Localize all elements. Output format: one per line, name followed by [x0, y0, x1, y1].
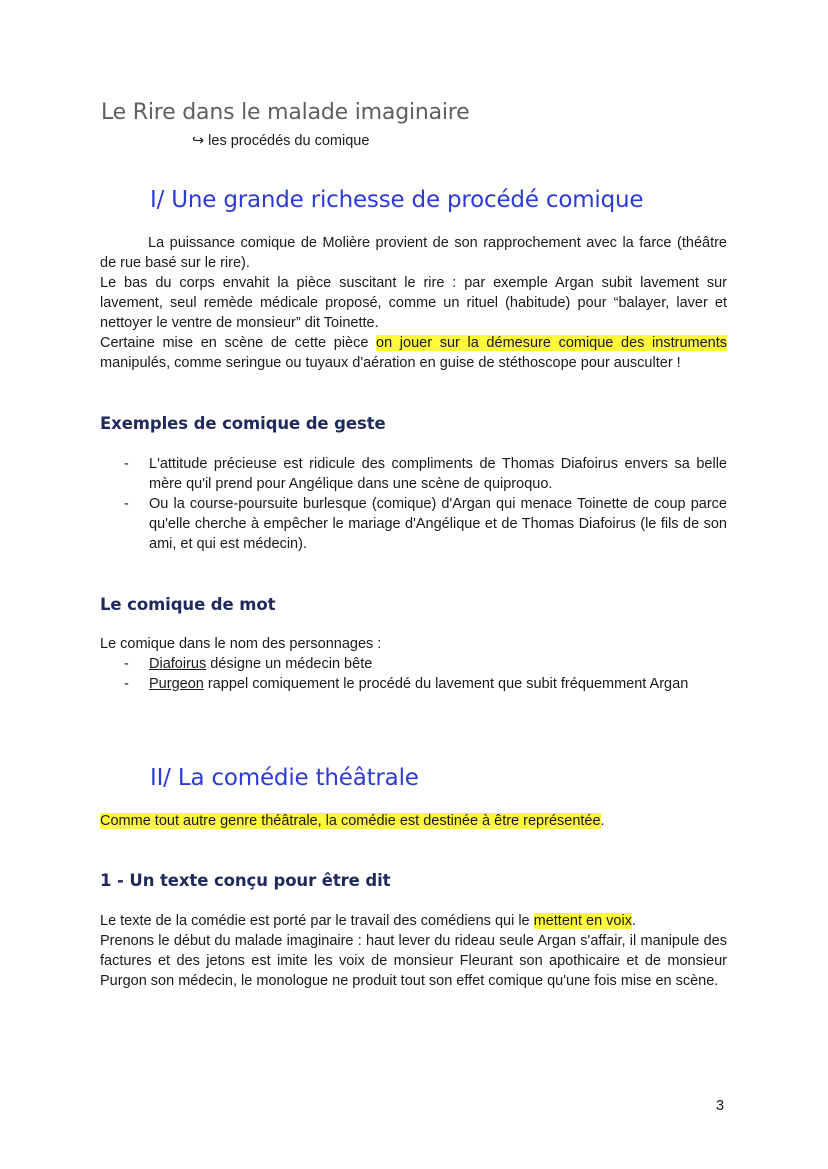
list-item: - L'attitude précieuse est ridicule des compliments de Thomas Diafoirus envers sa belle mère qu'il prend pour Angélique dans une scène de quiproquo. — [100, 454, 727, 494]
geste-heading: Exemples de comique de geste — [100, 414, 386, 433]
section1-paragraph-2: Le bas du corps envahit la pièce suscitant le rire : par exemple Argan subit lavement sur lavement, seul remède médicale proposé, comme un rituel (habitude) pour “balayer, laver et nettoyer le ventre de monsieur” dit Toinette. — [100, 275, 727, 331]
paragraph-3-text-end: manipulés, comme seringue ou tuyaux d'aération en guise de stéthoscope pour ausculter ! — [100, 355, 681, 371]
list-item: - Ou la course-poursuite burlesque (comique) d'Argan qui menace Toinette de coup parce qu'elle cherche à empêcher le mariage d'Angélique et de Thomas Diafoirus (le fils de son ami, et qui est médecin). — [100, 494, 727, 554]
highlighted-text: mettent en voix — [533, 913, 632, 929]
highlighted-text: on jouer sur la démesure comique des instruments — [376, 335, 727, 351]
highlighted-text: Comme tout autre genre théâtrale, la comédie est destinée à être représentée — [100, 813, 601, 829]
mot-intro: Le comique dans le nom des personnages : — [100, 636, 382, 652]
section2-intro — [100, 811, 727, 831]
section1-paragraph-1: La puissance comique de Molière provient de son rapprochement avec la farce (théâtre de rue basé sur le rire). — [100, 235, 727, 271]
mot-body — [100, 634, 727, 694]
document-subtitle: ↪ les procédés du comique — [192, 133, 370, 149]
paragraph-text: Le texte de la comédie est porté par le travail des comédiens qui le — [100, 913, 534, 929]
character-name-purgeon: Purgeon — [149, 676, 204, 692]
section1-paragraph-3 — [100, 333, 727, 373]
section2-intro-text — [100, 811, 727, 831]
subsection1-body — [100, 911, 727, 991]
paragraph-3-text: Certaine mise en scène de cette pièce — [100, 335, 377, 351]
character-name-diafoirus: Diafoirus — [149, 656, 207, 672]
geste-list-container — [100, 454, 727, 554]
mot-heading: Le comique de mot — [100, 595, 276, 614]
list-item-text: rappel comiquement le procédé du lavement que subit fréquemment Argan — [203, 676, 689, 692]
section1-heading: I/ Une grande richesse de procédé comique — [150, 187, 644, 213]
section2-heading: II/ La comédie théâtrale — [150, 765, 419, 791]
subsection1-heading: 1 - Un texte conçu pour être dit — [100, 871, 391, 890]
intro-period: . — [600, 813, 605, 829]
paragraph-text-end: . — [631, 913, 636, 929]
list-item — [100, 674, 727, 694]
mot-list — [100, 654, 727, 694]
subsection1-paragraph-2: Prenons le début du malade imaginaire : haut lever du rideau seule Argan s'affair, il manipule des factures et des jetons est imite les voix de monsieur Fleurant son apothicaire et de monsieur Purgon son médecin, le monologue ne produit tout son effet comique qu'une fois mise en scène. — [100, 933, 727, 989]
subsection1-paragraph-1 — [100, 911, 727, 931]
list-item-text: désigne un médecin bête — [206, 656, 373, 672]
document-title: Le Rire dans le malade imaginaire — [101, 100, 470, 125]
list-item — [100, 654, 727, 674]
geste-list — [100, 454, 727, 554]
section1-body — [100, 233, 727, 373]
page-number: 3 — [716, 1098, 725, 1114]
